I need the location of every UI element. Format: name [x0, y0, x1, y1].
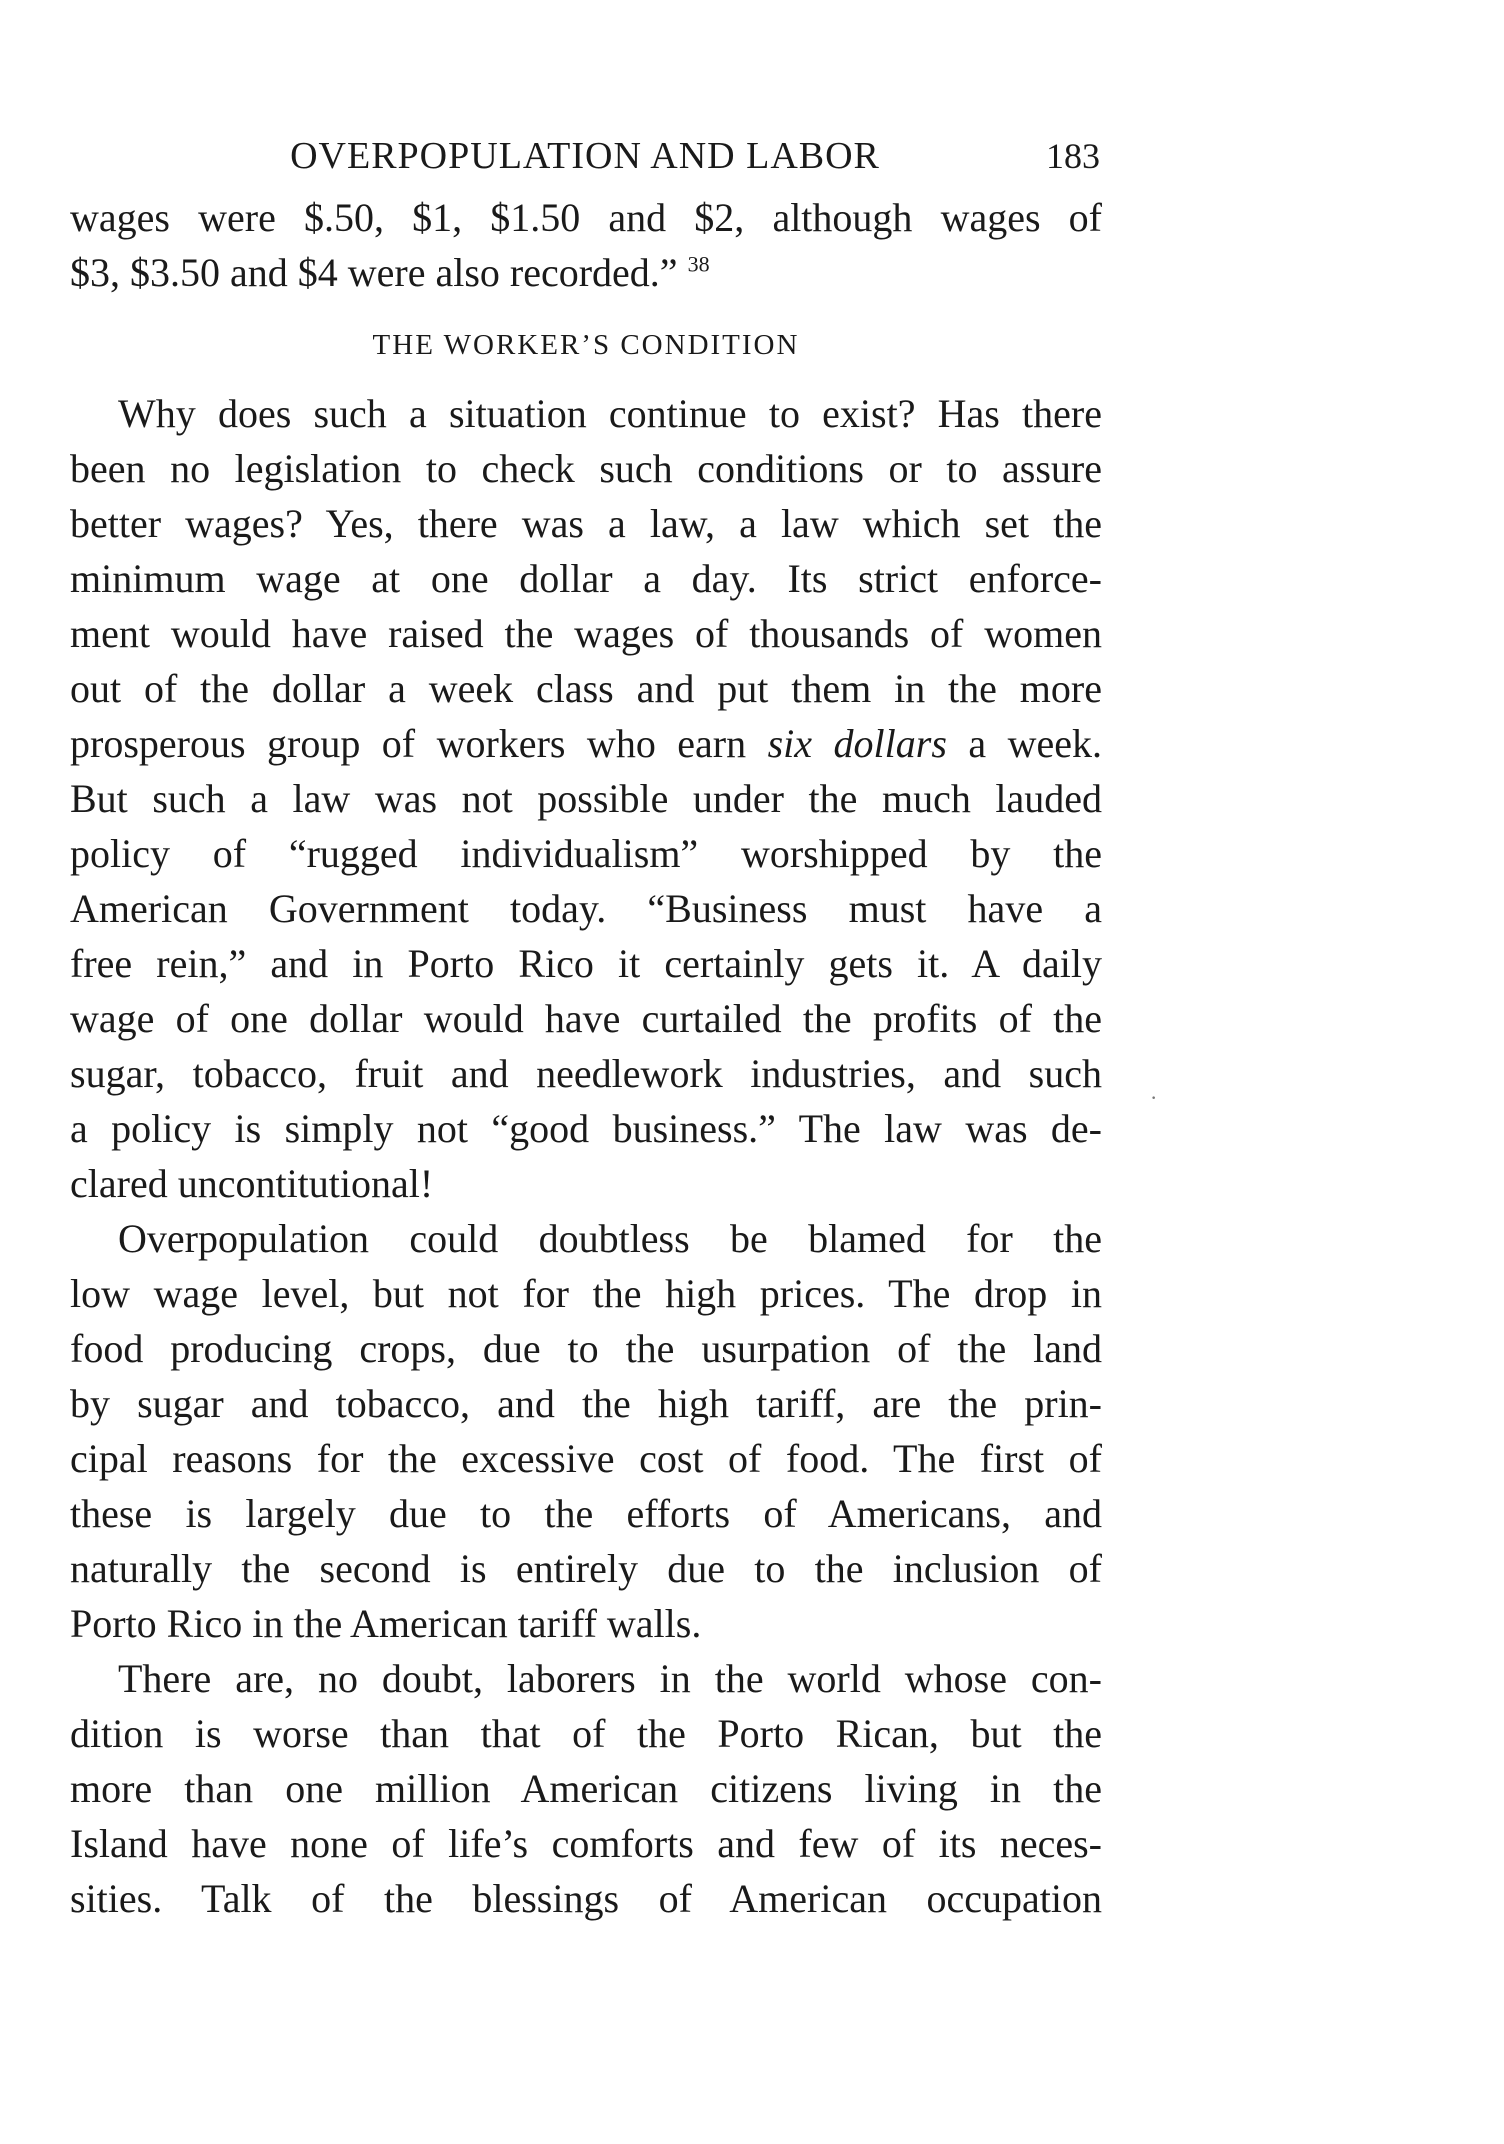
text-line: been no legislation to check such conditions or to assure [70, 446, 1102, 491]
text-line: But such a law was not possible under the much lauded [70, 776, 1102, 821]
opening-paragraph [70, 190, 1102, 300]
margin-speck: · [1150, 1085, 1158, 1110]
text-line: food producing crops, due to the usurpation of the land [70, 1326, 1102, 1371]
text-line: low wage level, but not for the high prices. The drop in [70, 1271, 1102, 1316]
text-line: sities. Talk of the blessings of American occupation [70, 1876, 1102, 1921]
text-line: wages were $.50, $1, $1.50 and $2, although wages of [70, 195, 1102, 240]
paragraph-3 [70, 1651, 1102, 1926]
text-segment: prosperous group of workers who earn [70, 721, 768, 766]
text-line: these is largely due to the efforts of Americans, and [70, 1491, 1102, 1536]
paragraph-1 [70, 386, 1102, 1211]
text-line: naturally the second is entirely due to the inclusion of [70, 1546, 1102, 1591]
text-line: American Government today. “Business must have a [70, 886, 1102, 931]
text-line: sugar, tobacco, fruit and needlework industries, and such [70, 1051, 1102, 1096]
text-line: Overpopulation could doubtless be blamed for the [118, 1216, 1102, 1261]
text-line: out of the dollar a week class and put them in the more [70, 666, 1102, 711]
footnote-reference: 38 [687, 251, 710, 277]
page-number: 183 [1046, 136, 1100, 176]
running-head [70, 128, 1100, 184]
text-line: clared uncontitutional! [70, 1161, 434, 1206]
text-line-with-footnote [70, 245, 1102, 300]
italic-phrase: six dollars [767, 721, 947, 766]
text-block [70, 190, 1102, 1926]
text-line: Island have none of life’s comforts and few of its neces- [70, 1821, 1102, 1866]
text-line: policy of “rugged individualism” worshipped by the [70, 831, 1102, 876]
text-line: by sugar and tobacco, and the high tariff, are the prin- [70, 1381, 1102, 1426]
running-title: OVERPOPULATION AND LABOR [290, 135, 880, 177]
text-line: a policy is simply not “good business.” The law was de- [70, 1106, 1102, 1151]
text-line: ment would have raised the wages of thousands of women [70, 611, 1102, 656]
text-line: more than one million American citizens living in the [70, 1766, 1102, 1811]
text-line: $3, $3.50 and $4 were also recorded.” [70, 250, 678, 295]
text-line: There are, no doubt, laborers in the world whose con- [118, 1656, 1102, 1701]
text-line: cipal reasons for the excessive cost of food. The first of [70, 1436, 1102, 1481]
text-line: free rein,” and in Porto Rico it certainly gets it. A daily [70, 941, 1102, 986]
text-line-with-italic [70, 716, 1102, 771]
text-line: better wages? Yes, there was a law, a law which set the [70, 501, 1102, 546]
paragraph-2 [70, 1211, 1102, 1651]
text-line: Porto Rico in the American tariff walls. [70, 1601, 702, 1646]
section-heading: THE WORKER’S CONDITION [372, 329, 800, 361]
text-line: wage of one dollar would have curtailed the profits of the [70, 996, 1102, 1041]
text-line: dition is worse than that of the Porto Rican, but the [70, 1711, 1102, 1756]
text-segment: a week. [946, 721, 1102, 766]
text-line: Why does such a situation continue to exist? Has there [118, 391, 1102, 436]
text-line: minimum wage at one dollar a day. Its strict enforce- [70, 556, 1102, 601]
